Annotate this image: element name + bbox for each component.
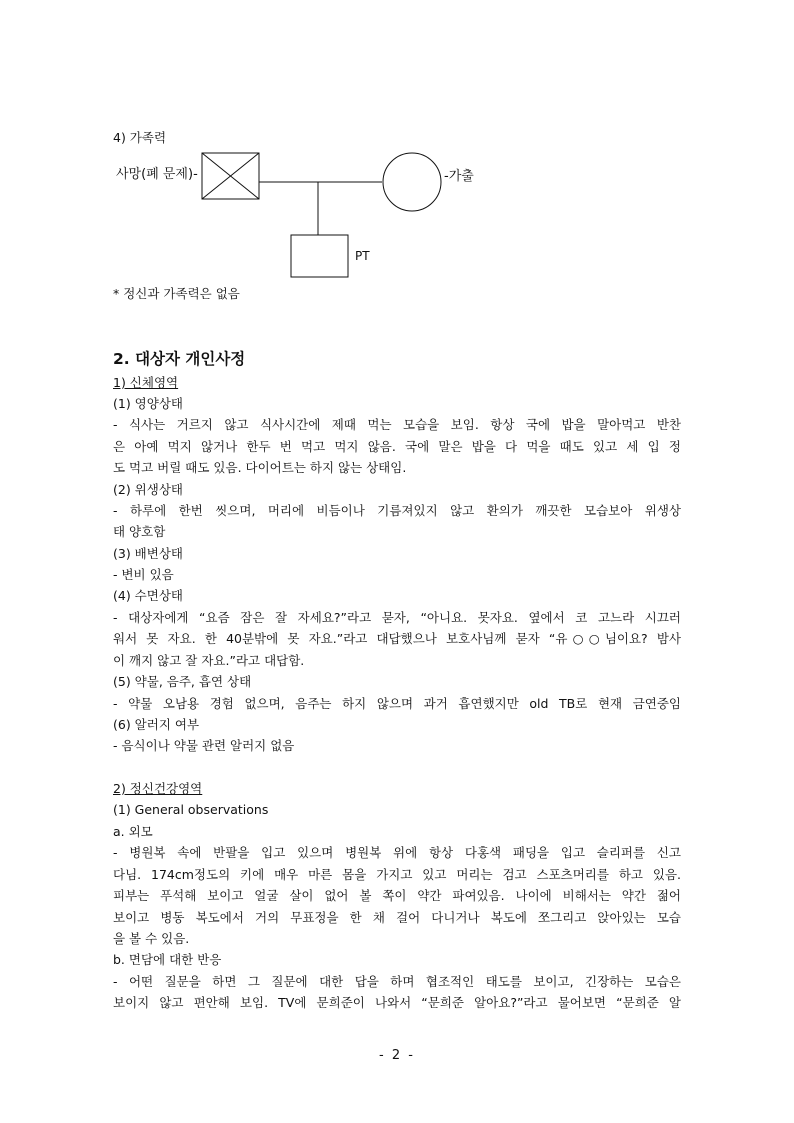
text-line: - 약물 오남용 경험 없으며, 음주는 하지 않으며 과거 흡연했지만 old TB로 현재 금연중임 <box>113 696 681 711</box>
text-line: - 변비 있음 <box>113 567 174 582</box>
general-observations-title: (1) General observations <box>113 802 269 817</box>
father-deceased-symbol <box>202 153 259 199</box>
text-line: - 대상자에게 “요즘 잠은 잘 자세요?”라고 묻자, “아니요. 못자요. 옆에서 코 고느라 시끄러 <box>113 610 681 625</box>
nutrition-title: (1) 영양상태 <box>113 396 183 411</box>
page-number: - 2 - <box>379 1048 415 1063</box>
interview-title: b. 면담에 대한 반응 <box>113 952 222 967</box>
text-line: 은 아예 먹지 않거나 한두 번 먹고 먹지 않음. 국에 말은 밥을 다 먹을 때도 있고 세 입 정 <box>113 439 681 454</box>
text-line: 이 깨지 않고 잘 자요.”라고 대답함. <box>113 653 305 668</box>
text-line: 워서 못 자요. 한 40분밖에 못 자요.”라고 대답했으나 보호사님께 묻자 “유○○님이요? 밤사 <box>113 631 681 646</box>
text-line: - 음식이나 약물 관련 알러지 없음 <box>113 738 295 753</box>
sleep-title: (4) 수면상태 <box>113 588 183 603</box>
allergy-title: (6) 알러지 여부 <box>113 717 200 732</box>
text-line: - 하루에 한번 씻으며, 머리에 비듬이나 기름져있지 않고 환의가 깨끗한 모습보아 위생상 <box>113 503 681 518</box>
physical-heading: 1) 신체영역 <box>113 375 179 390</box>
mental-heading: 2) 정신건강영역 <box>113 781 203 796</box>
family-history-heading: 4) 가족력 <box>113 130 167 145</box>
mother-label: -가출 <box>444 169 474 184</box>
text-line: - 어떤 질문을 하면 그 질문에 대한 답을 하며 협조적인 태도를 보이고, 긴장하는 모습은 <box>113 974 681 989</box>
text-line: 을 볼 수 있음. <box>113 931 190 946</box>
text-line: 태 양호함 <box>113 524 166 539</box>
mother-symbol <box>383 153 441 211</box>
drug-title: (5) 약물, 음주, 흡연 상태 <box>113 674 252 689</box>
text-line: - 식사는 거르지 않고 식사시간에 제때 먹는 모습을 보임. 항상 국에 밥을 말아먹고 반찬 <box>113 417 681 432</box>
text-line: 피부는 푸석해 보이고 얼굴 살이 없어 볼 쪽이 약간 파여있음. 나이에 비해서는 약간 젊어 <box>113 888 681 903</box>
text-line: 도 먹고 버릴 때도 있음. 다이어트는 하지 않는 상태임. <box>113 460 407 475</box>
text-line: 보이지 않고 편안해 보임. TV에 문희준이 나와서 “문희준 알아요?”라고 물어보면 “문희준 알 <box>113 995 681 1010</box>
excretion-title: (3) 배변상태 <box>113 546 183 561</box>
hygiene-title: (2) 위생상태 <box>113 482 183 497</box>
text-line: 다님. 174cm정도의 키에 매우 마른 몸을 가지고 있고 머리는 검고 스포츠머리를 하고 있음. <box>113 867 681 882</box>
section-title: 2. 대상자 개인사정 <box>113 350 246 368</box>
patient-label: PT <box>355 249 370 263</box>
text-line: 보이고 병동 복도에서 거의 무표정을 한 채 걸어 다니거나 복도에 쪼그리고 앉아있는 모습 <box>113 910 681 925</box>
patient-symbol <box>291 235 348 277</box>
family-history-note: * 정신과 가족력은 없음 <box>113 286 240 301</box>
appearance-title: a. 외모 <box>113 824 153 839</box>
text-line: - 병원복 속에 반팔을 입고 있으며 병원복 위에 항상 다홍색 패딩을 입고 슬리퍼를 신고 <box>113 845 681 860</box>
father-label: 사망(폐 문제)- <box>116 167 198 182</box>
